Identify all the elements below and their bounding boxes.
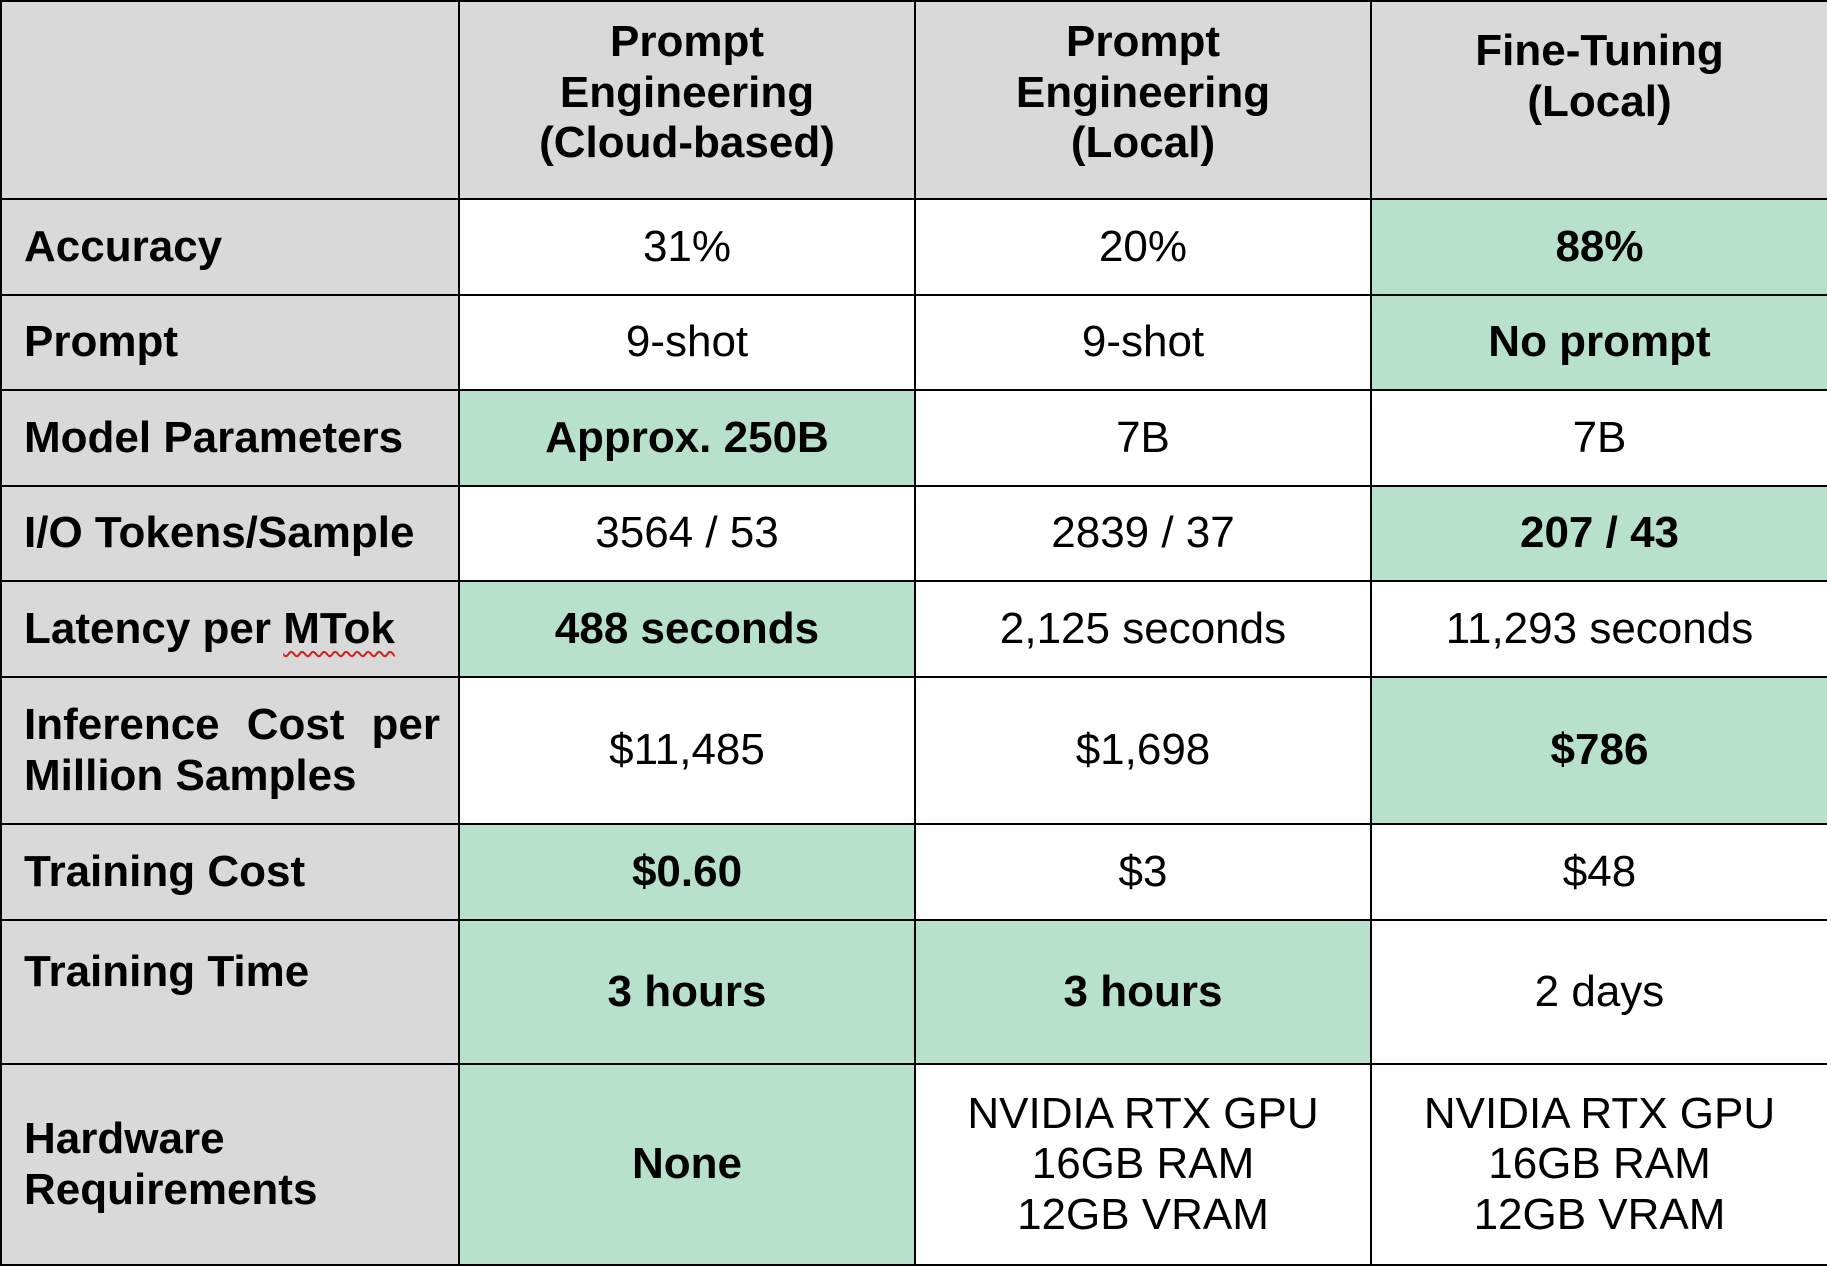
table-cell-highlighted: 88% bbox=[1371, 199, 1827, 295]
cell-line: NVIDIA RTX GPU bbox=[967, 1088, 1319, 1138]
table-cell: 9-shot bbox=[459, 295, 915, 390]
table-row bbox=[1, 677, 1827, 824]
row-label-training-cost: Training Cost bbox=[1, 824, 459, 920]
table-cell-highlighted: $0.60 bbox=[459, 824, 915, 920]
table-cell: 7B bbox=[1371, 390, 1827, 486]
table-cell: 9-shot bbox=[915, 295, 1371, 390]
row-label-line: Inference Cost per bbox=[24, 699, 440, 749]
row-label-line: Requirements bbox=[24, 1164, 318, 1214]
table-cell: 7B bbox=[915, 390, 1371, 486]
cell-line: 16GB RAM bbox=[1031, 1139, 1255, 1189]
table-cell-highlighted: 207 / 43 bbox=[1371, 486, 1827, 581]
header-label bbox=[460, 17, 914, 183]
table-row bbox=[1, 390, 1827, 486]
table-cell-highlighted: 3 hours bbox=[459, 920, 915, 1064]
table-cell: $48 bbox=[1371, 824, 1827, 920]
row-label-inference-cost bbox=[1, 677, 459, 824]
table-row bbox=[1, 295, 1827, 390]
header-line: Prompt bbox=[610, 17, 764, 67]
cell-line: 12GB VRAM bbox=[1017, 1189, 1269, 1239]
table-cell: $3 bbox=[915, 824, 1371, 920]
header-prompt-cloud bbox=[459, 1, 915, 199]
header-line: Engineering bbox=[559, 67, 815, 117]
header-corner-cell bbox=[1, 1, 459, 199]
row-label-hardware bbox=[1, 1064, 459, 1265]
table-cell: $1,698 bbox=[915, 677, 1371, 824]
row-label-line: Million Samples bbox=[24, 750, 357, 800]
table-cell-highlighted: None bbox=[459, 1064, 915, 1265]
header-finetune-local bbox=[1371, 1, 1827, 199]
header-line: Prompt bbox=[1066, 17, 1220, 67]
cell-line: NVIDIA RTX GPU bbox=[1423, 1088, 1776, 1138]
table-cell-highlighted: No prompt bbox=[1371, 295, 1827, 390]
header-line: (Cloud-based) bbox=[539, 118, 835, 168]
table-cell-highlighted: $786 bbox=[1371, 677, 1827, 824]
table-cell: 2839 / 37 bbox=[915, 486, 1371, 581]
row-label-accuracy: Accuracy bbox=[1, 199, 459, 295]
row-label-model-parameters: Model Parameters bbox=[1, 390, 459, 486]
header-row bbox=[1, 1, 1827, 199]
table-row bbox=[1, 199, 1827, 295]
header-line: (Local) bbox=[1527, 76, 1672, 126]
table-row bbox=[1, 824, 1827, 920]
table-cell: 3564 / 53 bbox=[459, 486, 915, 581]
table-cell: 11,293 seconds bbox=[1371, 581, 1827, 677]
cell-line: 16GB RAM bbox=[1488, 1139, 1711, 1189]
row-label-latency bbox=[1, 581, 459, 677]
header-line: Engineering bbox=[1015, 67, 1271, 117]
table-row bbox=[1, 920, 1827, 1064]
table-cell: $11,485 bbox=[459, 677, 915, 824]
header-label bbox=[1372, 26, 1827, 141]
row-label-io-tokens: I/O Tokens/Sample bbox=[1, 486, 459, 581]
cell-line: 12GB VRAM bbox=[1473, 1189, 1726, 1239]
spellcheck-underlined-word: MTok bbox=[283, 603, 395, 653]
table-cell: 20% bbox=[915, 199, 1371, 295]
row-label-line: Hardware bbox=[24, 1113, 225, 1163]
table-cell bbox=[915, 1064, 1371, 1265]
row-label-text: Latency per bbox=[24, 603, 284, 653]
header-prompt-local bbox=[915, 1, 1371, 199]
header-label bbox=[916, 17, 1370, 183]
row-label-training-time: Training Time bbox=[1, 920, 459, 1064]
header-line: Fine-Tuning bbox=[1475, 26, 1724, 75]
table-cell-highlighted: Approx. 250B bbox=[459, 390, 915, 486]
table-cell: 2,125 seconds bbox=[915, 581, 1371, 677]
header-line: (Local) bbox=[1070, 118, 1216, 168]
table-row bbox=[1, 1064, 1827, 1265]
table-cell-highlighted: 3 hours bbox=[915, 920, 1371, 1064]
table-cell-highlighted: 488 seconds bbox=[459, 581, 915, 677]
table-row bbox=[1, 581, 1827, 677]
table-cell: 31% bbox=[459, 199, 915, 295]
row-label-prompt: Prompt bbox=[1, 295, 459, 390]
table-cell: 2 days bbox=[1371, 920, 1827, 1064]
table-cell bbox=[1371, 1064, 1827, 1265]
table-row bbox=[1, 486, 1827, 581]
